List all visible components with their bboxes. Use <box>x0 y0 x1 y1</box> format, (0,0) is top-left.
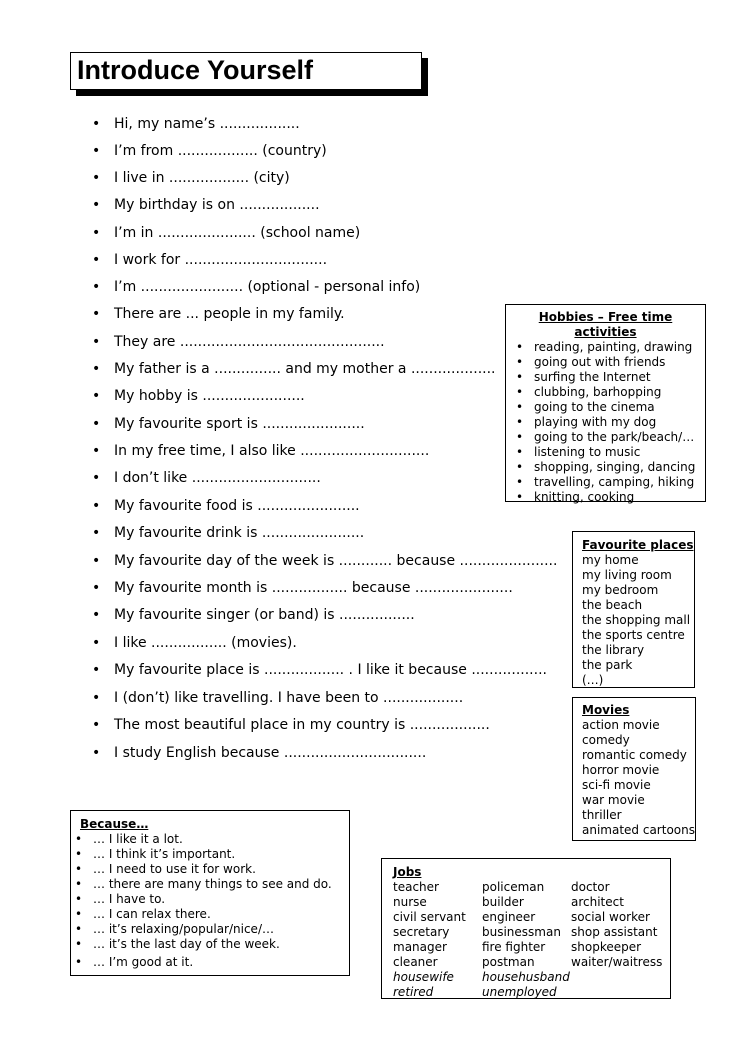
list-item: • … there are many things to see and do. <box>71 877 349 892</box>
list-item: horror movie <box>582 763 660 777</box>
list-item: the park <box>582 658 633 672</box>
list-item: • … it’s relaxing/popular/nice/… <box>71 922 349 937</box>
job-item: retired <box>393 985 434 999</box>
sentence-item: • My favourite drink is ....................... <box>114 524 364 542</box>
job-item: housewife <box>393 970 454 984</box>
job-item: social worker <box>571 910 650 924</box>
list-item: the sports centre <box>582 628 685 642</box>
job-item: civil servant <box>393 910 466 924</box>
sentence-item: • In my free time, I also like ............................. <box>114 442 429 460</box>
list-item: • … it’s the last day of the week. <box>71 937 349 952</box>
list-item: thriller <box>582 808 622 822</box>
job-item: fire fighter <box>482 940 546 954</box>
list-item: my home <box>582 553 639 567</box>
job-item: unemployed <box>482 985 557 999</box>
sentence-item: • They are .............................................. <box>114 333 385 351</box>
list-item: the library <box>582 643 645 657</box>
sentence-item: • I’m ....................... (optional - personal info) <box>114 278 420 296</box>
list-item: action movie <box>582 718 660 732</box>
list-item: • knitting, cooking <box>512 490 699 505</box>
sentence-item: • My favourite singer (or band) is ................. <box>114 606 415 624</box>
job-item: waiter/waitress <box>571 955 663 969</box>
sentence-item: • I don’t like ............................. <box>114 469 321 487</box>
list-item: • listening to music <box>512 445 699 460</box>
sentence-item: • I’m in ...................... (school name) <box>114 224 360 242</box>
list-item: romantic comedy <box>582 748 687 762</box>
list-item: • travelling, camping, hiking <box>512 475 699 490</box>
job-item: cleaner <box>393 955 438 969</box>
sentence-item: • I live in .................. (city) <box>114 169 290 187</box>
job-item <box>571 970 671 985</box>
job-item: postman <box>482 955 535 969</box>
sentence-item: • My birthday is on .................. <box>114 196 320 214</box>
sentence-item: • I like ................. (movies). <box>114 634 297 652</box>
hobbies-box <box>505 304 706 502</box>
list-item: comedy <box>582 733 630 747</box>
sentence-item: • My hobby is ....................... <box>114 387 305 405</box>
sentence-item: • My favourite place is .................. . I like it because ................. <box>114 661 547 679</box>
because-box <box>70 810 350 976</box>
job-item: shop assistant <box>571 925 658 939</box>
list-item: war movie <box>582 793 645 807</box>
list-item: (…) <box>582 673 604 687</box>
movies-box <box>572 697 696 841</box>
job-item: secretary <box>393 925 450 939</box>
list-item: the shopping mall <box>582 613 691 627</box>
list-item: • … I think it’s important. <box>71 847 349 862</box>
job-item: engineer <box>482 910 536 924</box>
list-item: my living room <box>582 568 672 582</box>
sentence-item: • I work for ................................ <box>114 251 327 269</box>
list-item: • … I have to. <box>71 892 349 907</box>
list-item: • … I like it a lot. <box>71 832 349 847</box>
sentence-item: • The most beautiful place in my country is .................. <box>114 716 490 734</box>
sentence-item: • My favourite food is ....................... <box>114 497 360 515</box>
sentence-item: • My favourite month is ................. because ...................... <box>114 579 513 597</box>
job-item <box>571 985 671 1000</box>
page-title: Introduce Yourself <box>77 55 314 85</box>
list-item: • … I need to use it for work. <box>71 862 349 877</box>
because-title: Because… <box>80 817 149 831</box>
job-item: policeman <box>482 880 545 894</box>
job-item: teacher <box>393 880 439 894</box>
list-item: • … I’m good at it. <box>71 955 349 970</box>
list-item: sci-fi movie <box>582 778 651 792</box>
job-item: businessman <box>482 925 561 939</box>
job-item: manager <box>393 940 447 954</box>
movies-title: Movies <box>582 703 630 717</box>
places-title: Favourite places <box>582 538 694 552</box>
jobs-title: Jobs <box>393 865 422 879</box>
list-item: • shopping, singing, dancing <box>512 460 699 475</box>
list-item: • going to the park/beach/… <box>512 430 699 445</box>
job-item: architect <box>571 895 624 909</box>
list-item: animated cartoons <box>582 823 695 837</box>
job-item: doctor <box>571 880 610 894</box>
jobs-grid <box>393 880 670 1000</box>
list-item: • clubbing, barhopping <box>512 385 699 400</box>
sentence-item: • My favourite sport is ....................... <box>114 415 365 433</box>
sentence-item: • There are ... people in my family. <box>114 305 345 323</box>
job-item: househusband <box>482 970 570 984</box>
sentence-item: • I study English because ................................ <box>114 744 426 762</box>
because-list <box>71 832 349 970</box>
places-box <box>572 531 695 688</box>
list-item: • going out with friends <box>512 355 699 370</box>
list-item: my bedroom <box>582 583 659 597</box>
jobs-box <box>381 858 671 999</box>
sentence-item: • My father is a ............... and my mother a ................... <box>114 360 496 378</box>
sentence-item: • I’m from .................. (country) <box>114 142 327 160</box>
list-item: • … I can relax there. <box>71 907 349 922</box>
hobbies-title: Hobbies – Free time activities <box>538 310 673 339</box>
job-item: nurse <box>393 895 427 909</box>
list-item: • going to the cinema <box>512 400 699 415</box>
sentence-item: • My favourite day of the week is ............ because ...................... <box>114 552 557 570</box>
job-item: builder <box>482 895 524 909</box>
job-item: shopkeeper <box>571 940 642 954</box>
title-box <box>70 52 422 90</box>
list-item: • surfing the Internet <box>512 370 699 385</box>
list-item: • reading, painting, drawing <box>512 340 699 355</box>
list-item: the beach <box>582 598 643 612</box>
hobbies-list <box>512 340 699 505</box>
sentence-item: • Hi, my name’s .................. <box>114 115 300 133</box>
sentence-item: • I (don’t) like travelling. I have been to .................. <box>114 689 463 707</box>
list-item: • playing with my dog <box>512 415 699 430</box>
